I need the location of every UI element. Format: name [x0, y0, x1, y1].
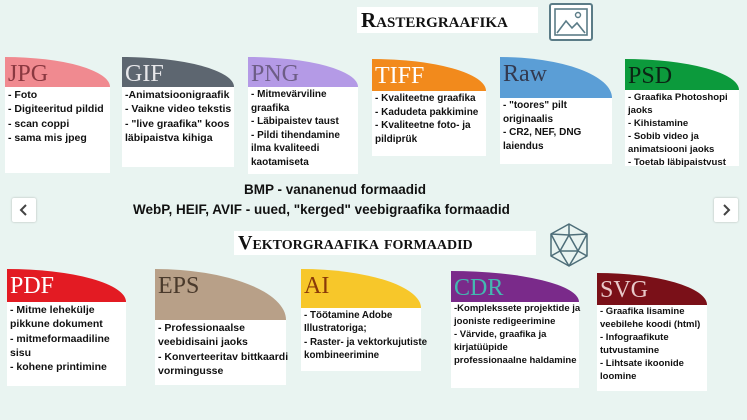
- description-line: kombineerimine: [304, 349, 380, 361]
- description-line: - Infograafikute: [600, 331, 669, 343]
- description-line: - Toetab läbipaistvust: [628, 157, 726, 169]
- description-line: - Pildi tihendamine: [251, 129, 340, 141]
- description-line: - CR2, NEF, DNG: [503, 127, 582, 139]
- raster-card-gif: [122, 57, 234, 167]
- vector-card-description: [155, 320, 289, 385]
- raster-card-tiff: [372, 59, 486, 156]
- description-line: - "live graafika" koos: [125, 117, 230, 130]
- description-line: Illustratoriga;: [304, 323, 367, 335]
- vector-title: Vektorgraafika formaadid: [234, 231, 536, 255]
- raster-card-description: [248, 87, 358, 174]
- description-line: - Läbipaistev taust: [251, 116, 339, 128]
- vector-card-ai: [301, 269, 428, 371]
- description-line: laiendus: [503, 140, 544, 152]
- description-line: - Mitme lehekülje: [10, 304, 95, 316]
- image-icon: [548, 2, 594, 42]
- chevron-left-icon: [12, 198, 36, 222]
- description-line: - Kvaliteetne foto- ja: [375, 120, 471, 132]
- description-line: kirjatüüpide: [454, 341, 508, 353]
- description-line: - Graafika Photoshopi: [628, 92, 728, 103]
- description-line: - Digiteeritud pildid: [8, 103, 104, 116]
- description-line: - Sobib video ja: [628, 131, 699, 143]
- raster-card-description: [625, 90, 739, 169]
- description-line: pildiprük: [375, 133, 418, 145]
- description-line: sisu: [10, 346, 32, 359]
- description-line: - Lihtsate ikoonide: [600, 357, 684, 369]
- raster-card-label: JPG: [5, 57, 110, 87]
- vector-card-svg: [597, 273, 707, 391]
- raster-title: Rastergraafika: [357, 7, 538, 33]
- description-line: - "toores" pilt: [503, 100, 567, 111]
- vector-card-label: SVG: [597, 273, 707, 305]
- raster-card-png: [248, 57, 358, 174]
- raster-card-description: [372, 91, 486, 156]
- description-line: -Komplekssete projektide ja: [454, 303, 581, 314]
- note-new-formats: WebP, HEIF, AVIF - uued, "kerged" veebigraafika formaadid: [133, 202, 510, 217]
- vector-card-label: CDR: [451, 271, 579, 302]
- vector-card-description: [7, 302, 126, 386]
- vector-card-description: [451, 302, 579, 388]
- raster-card-label: PSD: [625, 59, 739, 90]
- description-line: animatsiooni jaoks: [628, 144, 715, 156]
- raster-card-label: PNG: [248, 57, 358, 87]
- raster-card-label: Raw: [500, 57, 612, 98]
- chevron-right-icon: [714, 198, 738, 222]
- description-line: - Konverteeritav bittkaardi: [158, 350, 289, 363]
- raster-card-jpg: [5, 57, 110, 173]
- raster-card-description: [500, 98, 612, 164]
- prev-slide-button[interactable]: [12, 198, 36, 222]
- vector-card-eps: [155, 269, 289, 385]
- raster-card-description: [5, 87, 110, 173]
- description-line: - Foto: [8, 89, 38, 101]
- description-line: veebilehe koodi (html): [600, 318, 701, 330]
- vector-card-label: EPS: [155, 269, 286, 320]
- description-line: - Mitmevärviline: [251, 89, 327, 100]
- description-line: jaoks: [628, 105, 653, 117]
- description-line: - kohene printimine: [10, 361, 107, 374]
- vector-card-cdr: [451, 271, 579, 388]
- description-line: - Värvide, graafika ja: [454, 328, 547, 340]
- description-line: loomine: [600, 370, 637, 382]
- icosahedron-icon: [546, 221, 592, 269]
- description-line: ilma kvaliteedi: [251, 143, 320, 155]
- raster-card-raw: [500, 57, 612, 164]
- description-line: veebidisaini jaoks: [158, 336, 248, 349]
- raster-card-psd: [625, 59, 739, 169]
- description-line: - Töötamine Adobe: [304, 310, 393, 321]
- description-line: graafika: [251, 102, 290, 114]
- vector-card-pdf: [7, 269, 126, 386]
- description-line: - Kadudeta pakkimine: [375, 106, 479, 118]
- description-line: professionaalne haldamine: [454, 354, 577, 366]
- description-line: - Graafika lisamine: [600, 306, 685, 317]
- description-line: - Raster- ja vektorkujutiste: [304, 336, 428, 348]
- description-line: originaalis: [503, 113, 554, 125]
- note-bmp: BMP - vananenud formaadid: [244, 182, 427, 197]
- description-line: kaotamiseta: [251, 156, 309, 168]
- description-line: - Professionaalse: [158, 322, 245, 334]
- description-line: -Animatsioonigraafik: [125, 89, 230, 101]
- raster-card-description: [122, 87, 234, 167]
- description-line: - Kvaliteetne graafika: [375, 93, 476, 104]
- description-line: - Vaikne video tekstis: [125, 103, 232, 116]
- raster-card-label: GIF: [122, 57, 234, 87]
- description-line: vormingusse: [158, 364, 224, 377]
- vector-card-label: AI: [301, 269, 421, 308]
- description-line: - Kihistamine: [628, 118, 689, 130]
- vector-card-description: [597, 305, 707, 391]
- description-line: - mitmeformaadiline: [10, 332, 110, 345]
- description-line: - scan coppi: [8, 117, 70, 130]
- description-line: pikkune dokument: [10, 318, 103, 331]
- description-line: läbipaistva kihiga: [125, 131, 213, 144]
- description-line: jooniste redigeerimine: [454, 315, 556, 327]
- description-line: - sama mis jpeg: [8, 131, 87, 144]
- description-line: tutvustamine: [600, 344, 660, 356]
- vector-card-description: [301, 308, 428, 371]
- next-slide-button[interactable]: [714, 198, 738, 222]
- vector-card-label: PDF: [7, 269, 126, 302]
- raster-card-label: TIFF: [372, 59, 486, 91]
